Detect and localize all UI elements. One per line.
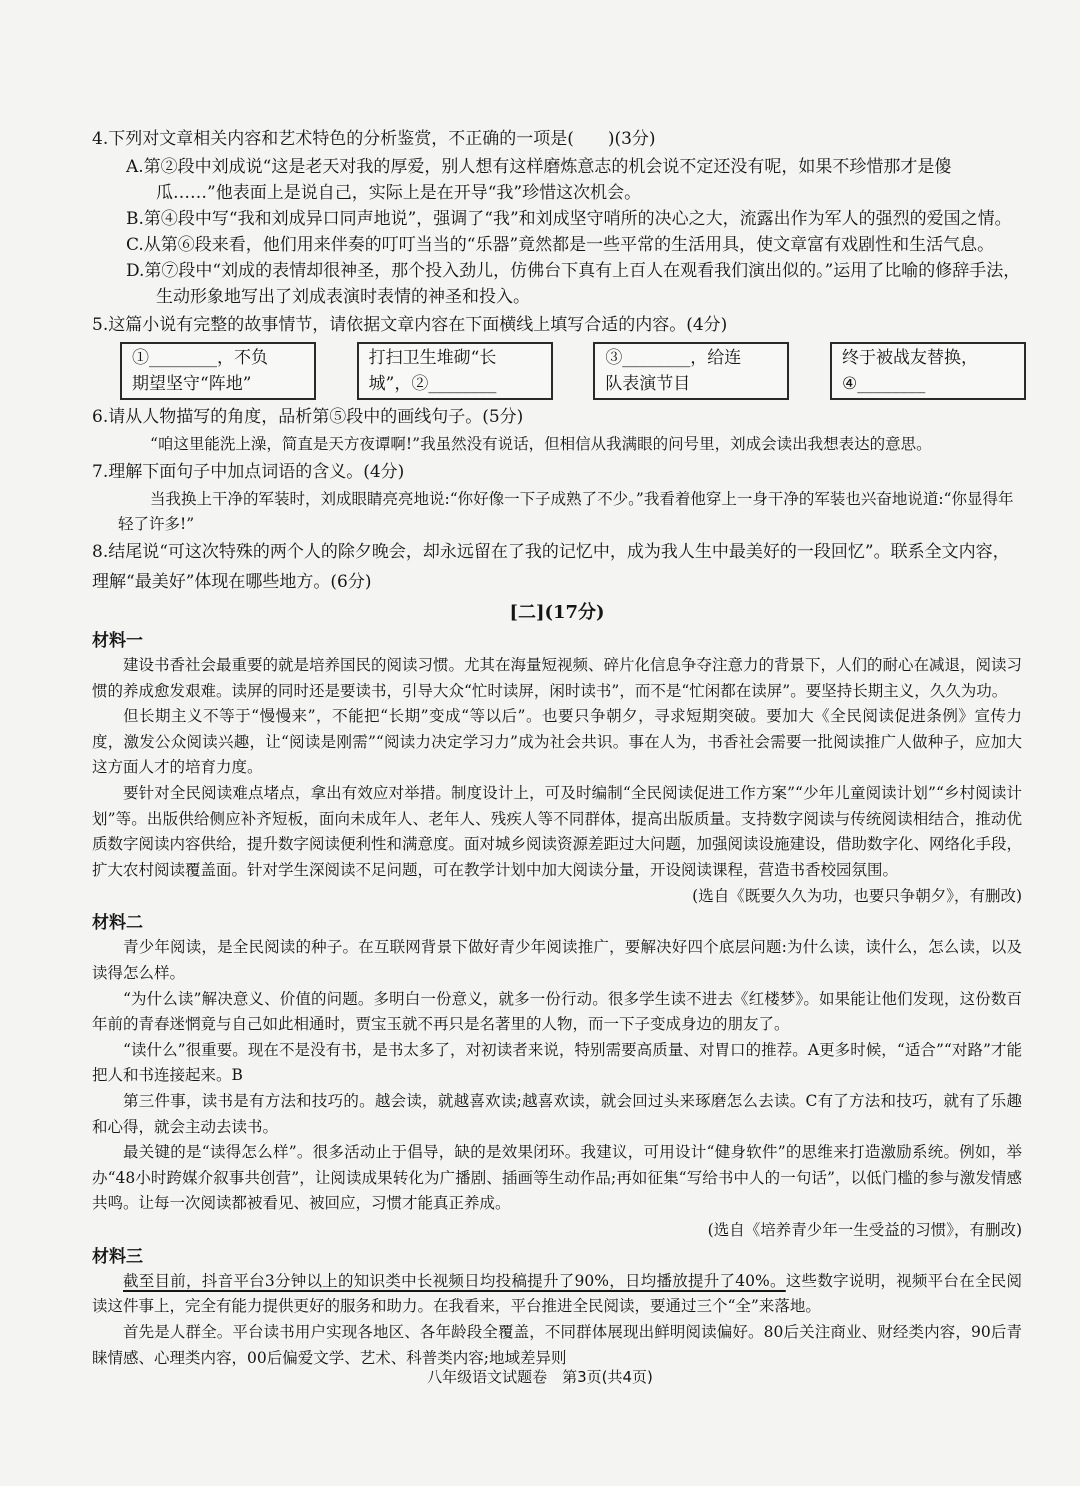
question-4-option-c: C.从第⑥段来看，他们用来伴奏的叮叮当当的“乐器”竟然都是一些平常的生活用具，使文章富有戏剧性和生活气息。: [126, 235, 995, 255]
material-3-paragraph-1: [92, 1269, 1022, 1320]
material-1-paragraph: 要针对全民阅读难点堵点，拿出有效应对举措。制度设计上，可及时编制“全民阅读促进工作方案”“少年儿童阅读计划”“乡村阅读计划”等。出版供给侧应补齐短板，面向未成年人、老年人、残疾人等不同群体，提高出版质量。支持数字阅读与传统阅读相结合，推动优质数字阅读内容供给，提升数字阅读便利性和满意度。面对城乡阅读资源差距过大问题，加强阅读设施建设，借助数字化、网络化手段，扩大农村阅读覆盖面。针对学生深阅读不足问题，可在教学计划中加大阅读分量，开设阅读课程，营造书香校园氛围。: [92, 783, 1023, 879]
material-2-label: 材料二: [92, 913, 143, 934]
material-2-source: (选自《培养青少年一生受益的习惯》，有删改): [707, 1220, 1022, 1239]
plot-box-4: [830, 342, 1026, 400]
plot-box-1: [120, 342, 316, 400]
material-2-paragraph: “读什么”很重要。现在不是没有书，是书太多了，对初读者来说，特别需要高质量、对胃口的推荐。A更多时候，“适合”“对路”才能把人和书连接起来。B: [92, 1040, 1022, 1085]
question-6-quote: “咱这里能洗上澡，简直是天方夜谭啊!”我虽然没有说话，但相信从我满眼的问号里，刘成会读出我想表达的意思。: [150, 435, 932, 453]
material-1-source: (选自《既要久久为功，也要只争朝夕》，有删改): [692, 887, 1022, 906]
material-2-paragraph: 第三件事，读书是有方法和技巧的。越会读，就越喜欢读;越喜欢读，就会回过头来琢磨怎么去读。C有了方法和技巧，就有了乐趣和心得，就会主动去读书。: [92, 1091, 1022, 1136]
plot-box-3-line1: ③________，给连: [605, 348, 742, 368]
plot-box-4-line1: 终于被战友替换，: [841, 348, 978, 368]
material-2-paragraph: 最关键的是“读得怎么样”。很多活动止于倡导，缺的是效果闭环。我建议，可用设计“健身软件”的思维来打造激励系统。例如，举办“48小时跨媒介叙事共创营”，让阅读成果转化为广播剧、插画等生动作品;再如征集“写给书中人的一句话”，以低门槛的参与激发情感共鸣。让每一次阅读都被看见、被回应，习惯才能真正养成。: [92, 1143, 1022, 1213]
plot-box-1-line2: 期望坚守“阵地”: [132, 374, 252, 394]
plot-box-4-line2: ④________: [841, 374, 926, 394]
material-1-label: 材料一: [92, 631, 143, 651]
question-4-option-a: A.第②段中刘成说“这是老天对我的厚爱，别人想有这样磨炼意志的机会说不定还没有呢，如果不珍惜那才是傻瓜……”他表面上是说自己，实际上是在开导“我”珍惜这次机会。: [126, 157, 952, 203]
question-7-stem: 7.理解下面句子中加点词语的含义。(4分): [92, 462, 405, 482]
material-3-underlined-sentence: 截至目前，抖音平台3分钟以上的知识类中长视频日均投稿提升了90%，日均播放提升了40%。: [123, 1271, 786, 1290]
plot-box-2-line2: 城”，②________: [368, 374, 497, 394]
material-3-paragraph-2: 首先是人群全。平台读书用户实现各地区、各年龄段全覆盖，不同群体展现出鲜明阅读偏好。80后关注商业、财经类内容，90后青睐情感、心理类内容，00后偏爱文学、艺术、科普类内容;地域差异则: [92, 1323, 1022, 1367]
question-4-option-b: B.第④段中写“我和刘成异口同声地说”，强调了“我”和刘成坚守哨所的决心之大，流露出作为军人的强烈的爱国之情。: [126, 209, 1012, 229]
question-6-stem: 6.请从人物描写的角度，品析第⑤段中的画线句子。(5分): [92, 407, 524, 427]
plot-box-1-line1: ①________，不负: [132, 348, 268, 368]
material-2-paragraph: “为什么读”解决意义、价值的问题。多明白一份意义，就多一份行动。很多学生读不进去《红楼梦》。如果能让他们发现，这份数百年前的青春迷惘竟与自己如此相通时，贾宝玉就不再只是名著里的人物，而一下子变成身边的朋友了。: [92, 989, 1022, 1034]
plot-box-3: [593, 342, 789, 400]
question-4-option-d: D.第⑦段中“刘成的表情却很神圣，那个投入劲儿，仿佛台下真有上百人在观看我们演出似的。”运用了比喻的修辞手法，生动形象地写出了刘成表演时表情的神圣和投入。: [126, 261, 1021, 307]
plot-box-2-line1: 打扫卫生堆砌“长: [368, 348, 497, 368]
plot-box-2: [357, 342, 553, 400]
question-7-quote: 当我换上干净的军装时，刘成眼睛亮亮地说:“你好像一下子成熟了不少。”我看着他穿上一身干净的军装也兴奋地说道:“你显得年轻了许多!”: [118, 490, 1014, 533]
material-3-label: 材料三: [92, 1246, 143, 1267]
page-footer: 八年级语文试题卷 第3页(共4页): [427, 1368, 653, 1386]
material-3-continuation: 这些数字说明，视频平台在全民阅读这件事上，完全有能力提供更好的服务和助力。在我看来，平台推进全民阅读，要通过三个“全”来落地。: [92, 1271, 1022, 1316]
question-5-stem: 5.这篇小说有完整的故事情节，请依据文章内容在下面横线上填写合适的内容。(4分): [92, 315, 728, 335]
question-8-stem: 8.结尾说“可这次特殊的两个人的除夕晚会，却永远留在了我的记忆中，成为我人生中最美好的一段回忆”。联系全文内容，理解“最美好”体现在哪些地方。(6分): [92, 542, 1010, 592]
material-1-paragraph: 建设书香社会最重要的就是培养国民的阅读习惯。尤其在海量短视频、碎片化信息争夺注意力的背景下，人们的耐心在减退，阅读习惯的养成愈发艰难。读屏的同时还是要读书，引导大众“忙时读屏，闲时读书”，而不是“忙闲都在读屏”。要坚持长期主义，久久为功。: [92, 656, 1023, 700]
plot-boxes: [120, 342, 1026, 400]
section-2-title: [二](17分): [509, 602, 605, 623]
material-1-paragraph: 但长期主义不等于“慢慢来”，不能把“长期”变成“等以后”。也要只争朝夕，寻求短期突破。要加大《全民阅读促进条例》宣传力度，激发公众阅读兴趣，让“阅读是刚需”“阅读力决定学习力”成为社会共识。事在人为，书香社会需要一批阅读推广人做种子，应加大这方面人才的培育力度。: [92, 707, 1022, 777]
question-4-stem: 4.下列对文章相关内容和艺术特色的分析鉴赏，不正确的一项是( )(3分): [92, 129, 656, 149]
plot-box-3-line2: 队表演节目: [605, 374, 691, 394]
material-2-paragraph: 青少年阅读，是全民阅读的种子。在互联网背景下做好青少年阅读推广，要解决好四个底层问题:为什么读，读什么，怎么读，以及读得怎么样。: [92, 938, 1022, 982]
